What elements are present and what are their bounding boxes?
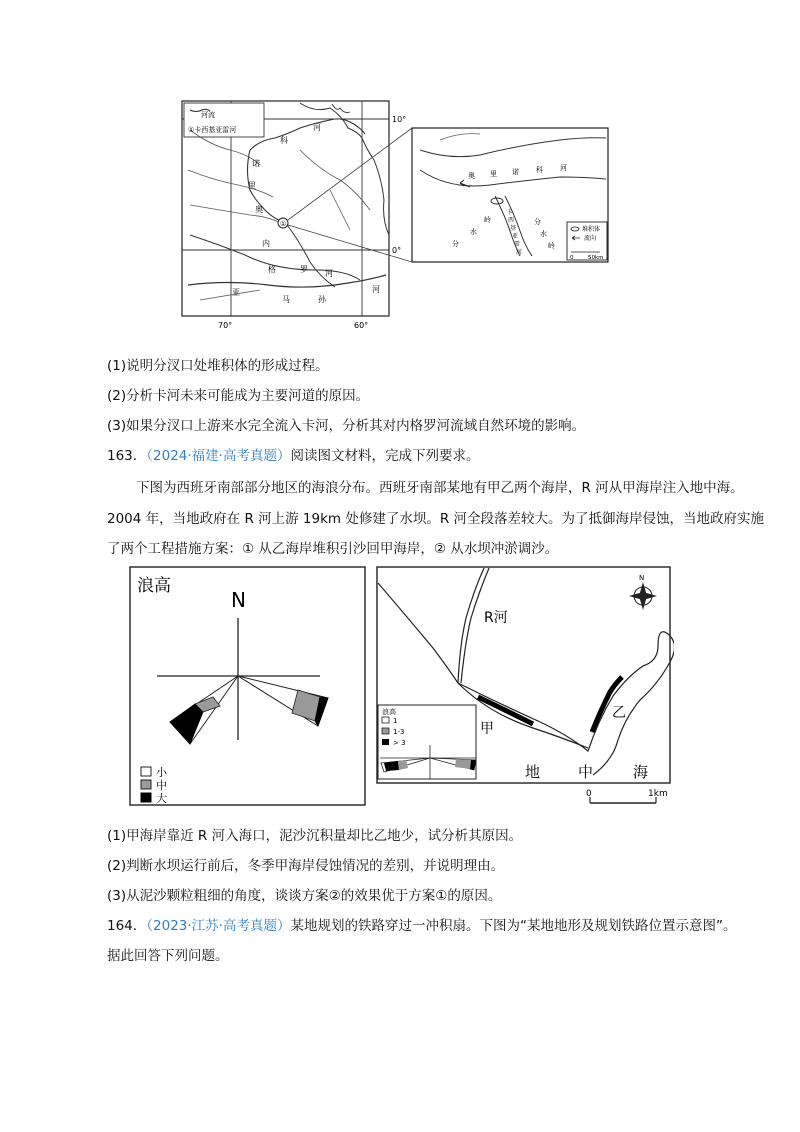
inset-right-divide-3: 岭 xyxy=(548,242,555,250)
orinoco-char-4: 里 xyxy=(248,181,256,190)
gelu-char-3: 河 xyxy=(325,269,333,278)
q163-sub3: (3)从泥沙颗粒粗细的角度，谈谈方案②的效果优于方案①的原因。 xyxy=(107,888,502,904)
amazon-char-4: 河 xyxy=(372,285,380,294)
inset-legend-deposit: 堆积体 xyxy=(582,226,601,233)
lon-70-label: 70° xyxy=(218,321,233,330)
q164-number: 164． xyxy=(107,918,147,934)
inset-legend-flow: 流向 xyxy=(584,235,597,242)
wave-rose-legend-large: 大 xyxy=(156,792,167,805)
coast-map-scale-0: 0 xyxy=(586,789,592,799)
q164-prompt-line1: 某地规划的铁路穿过一冲积扇。下图为“某地地形及规划铁路位置示意图”。 xyxy=(290,918,737,934)
lat-0-label: 0° xyxy=(392,246,402,255)
orinoco-char-2: 科 xyxy=(280,136,288,145)
wave-rose-north: N xyxy=(231,588,246,612)
coast-map-yi: 乙 xyxy=(612,705,626,721)
figure-coast-map xyxy=(374,565,674,809)
q163-header xyxy=(107,446,479,466)
nei-label: 内 xyxy=(262,239,270,248)
gelu-char-2: 罗 xyxy=(300,265,308,274)
inset-river-char-1: 奥 xyxy=(468,172,475,180)
amazon-char-3: 孙 xyxy=(318,295,326,304)
wave-rose-legend-medium: 中 xyxy=(156,779,167,792)
inset-kaxi-3: 基 xyxy=(510,225,517,232)
legend-kaxi-label: ①卡西基亚雷河 xyxy=(188,126,237,134)
q163-para-line2: 2004 年，当地政府在 R 河上游 19km 处修建了水坝。R 河全段落差较大。为了抵御海岸侵蚀，当地政府实施 xyxy=(107,511,765,527)
q163-number: 163． xyxy=(107,448,147,464)
orinoco-char-3: 诺 xyxy=(252,159,260,168)
q163-prompt: 阅读图文材料，完成下列要求。 xyxy=(290,448,480,464)
coast-map-sea-char-2: 中 xyxy=(578,763,594,781)
q163-sub1: (1)甲海岸靠近 R 河入海口，泥沙沉积量却比乙地少，试分析其原因。 xyxy=(107,828,523,844)
inset-kaxi-6: 河 xyxy=(516,249,523,256)
coast-map-inset-legend-1: 1 xyxy=(393,717,398,725)
inset-scale-0: 0 xyxy=(570,255,574,261)
coast-map-jia: 甲 xyxy=(480,721,494,737)
amazon-char-1: 亚 xyxy=(232,288,240,297)
legend-river-label: 河流 xyxy=(201,111,215,119)
orinoco-char-5: 奥 xyxy=(255,205,263,214)
q163-para-line3: 了两个工程措施方案：① 从乙海岸堆积引沙回甲海岸，② 从水坝冲淤调沙。 xyxy=(107,541,559,557)
coast-map-inset-legend-2: 1-3 xyxy=(393,728,405,736)
figure-wave-height-rose xyxy=(128,565,368,807)
q162-sub1: (1)说明分汊口处堆积体的形成过程。 xyxy=(107,358,329,374)
lon-60-label: 60° xyxy=(354,321,369,330)
figure-orinoco-map xyxy=(175,96,615,336)
inset-right-divide-2: 水 xyxy=(540,230,547,238)
coast-map-scale-1km: 1km xyxy=(648,789,668,799)
q164-source: （2023·江苏·高考真题） xyxy=(146,918,291,934)
inset-scale-50: 50km xyxy=(588,255,604,261)
orinoco-char-1: 河 xyxy=(313,123,321,132)
inset-left-divide-3: 岭 xyxy=(484,216,491,224)
inset-kaxi-1: 卡 xyxy=(507,209,514,216)
amazon-char-2: 马 xyxy=(282,295,290,304)
inset-left-divide-1: 分 xyxy=(452,240,459,248)
q162-sub2: (2)分析卡河未来可能成为主要河道的原因。 xyxy=(107,388,370,404)
q164-header xyxy=(107,916,736,936)
inset-right-divide-1: 分 xyxy=(534,218,541,226)
inset-left-divide-2: 水 xyxy=(470,228,477,236)
wave-rose-legend-small: 小 xyxy=(156,766,167,779)
inset-kaxi-4: 亚 xyxy=(512,233,519,240)
marker-1-label: ① xyxy=(280,220,287,228)
lat-10-label: 10° xyxy=(392,115,407,124)
inset-river-char-3: 诺 xyxy=(512,168,519,176)
coast-map-r-river: R河 xyxy=(484,610,508,626)
coast-map-sea-char-1: 地 xyxy=(525,763,541,781)
inset-kaxi-2: 西 xyxy=(508,217,515,224)
coast-map-sea-char-3: 海 xyxy=(633,763,649,781)
coast-map-inset-title: 浪高 xyxy=(382,708,396,716)
inset-river-char-4: 科 xyxy=(536,166,543,174)
inset-kaxi-5: 雷 xyxy=(514,241,521,248)
wave-rose-title: 浪高 xyxy=(137,576,171,596)
q163-source: （2024·福建·高考真题） xyxy=(146,448,291,464)
q164-prompt-line2: 据此回答下列问题。 xyxy=(107,948,229,964)
q162-sub3: (3)如果分汊口上游来水完全流入卡河，分析其对内格罗河流域自然环境的影响。 xyxy=(107,418,586,434)
coast-map-compass-n: N xyxy=(639,574,645,582)
q163-sub2: (2)判断水坝运行前后，冬季甲海岸侵蚀情况的差别，并说明理由。 xyxy=(107,858,505,874)
q163-para-line1: 下图为西班牙南部部分地区的海浪分布。西班牙南部某地有甲乙两个海岸，R 河从甲海岸注入地中海。 xyxy=(136,480,744,496)
inset-river-char-5: 河 xyxy=(560,164,567,172)
inset-river-char-2: 里 xyxy=(490,170,497,178)
gelu-char-1: 格 xyxy=(268,265,276,274)
coast-map-inset-legend-3: > 3 xyxy=(393,739,406,747)
